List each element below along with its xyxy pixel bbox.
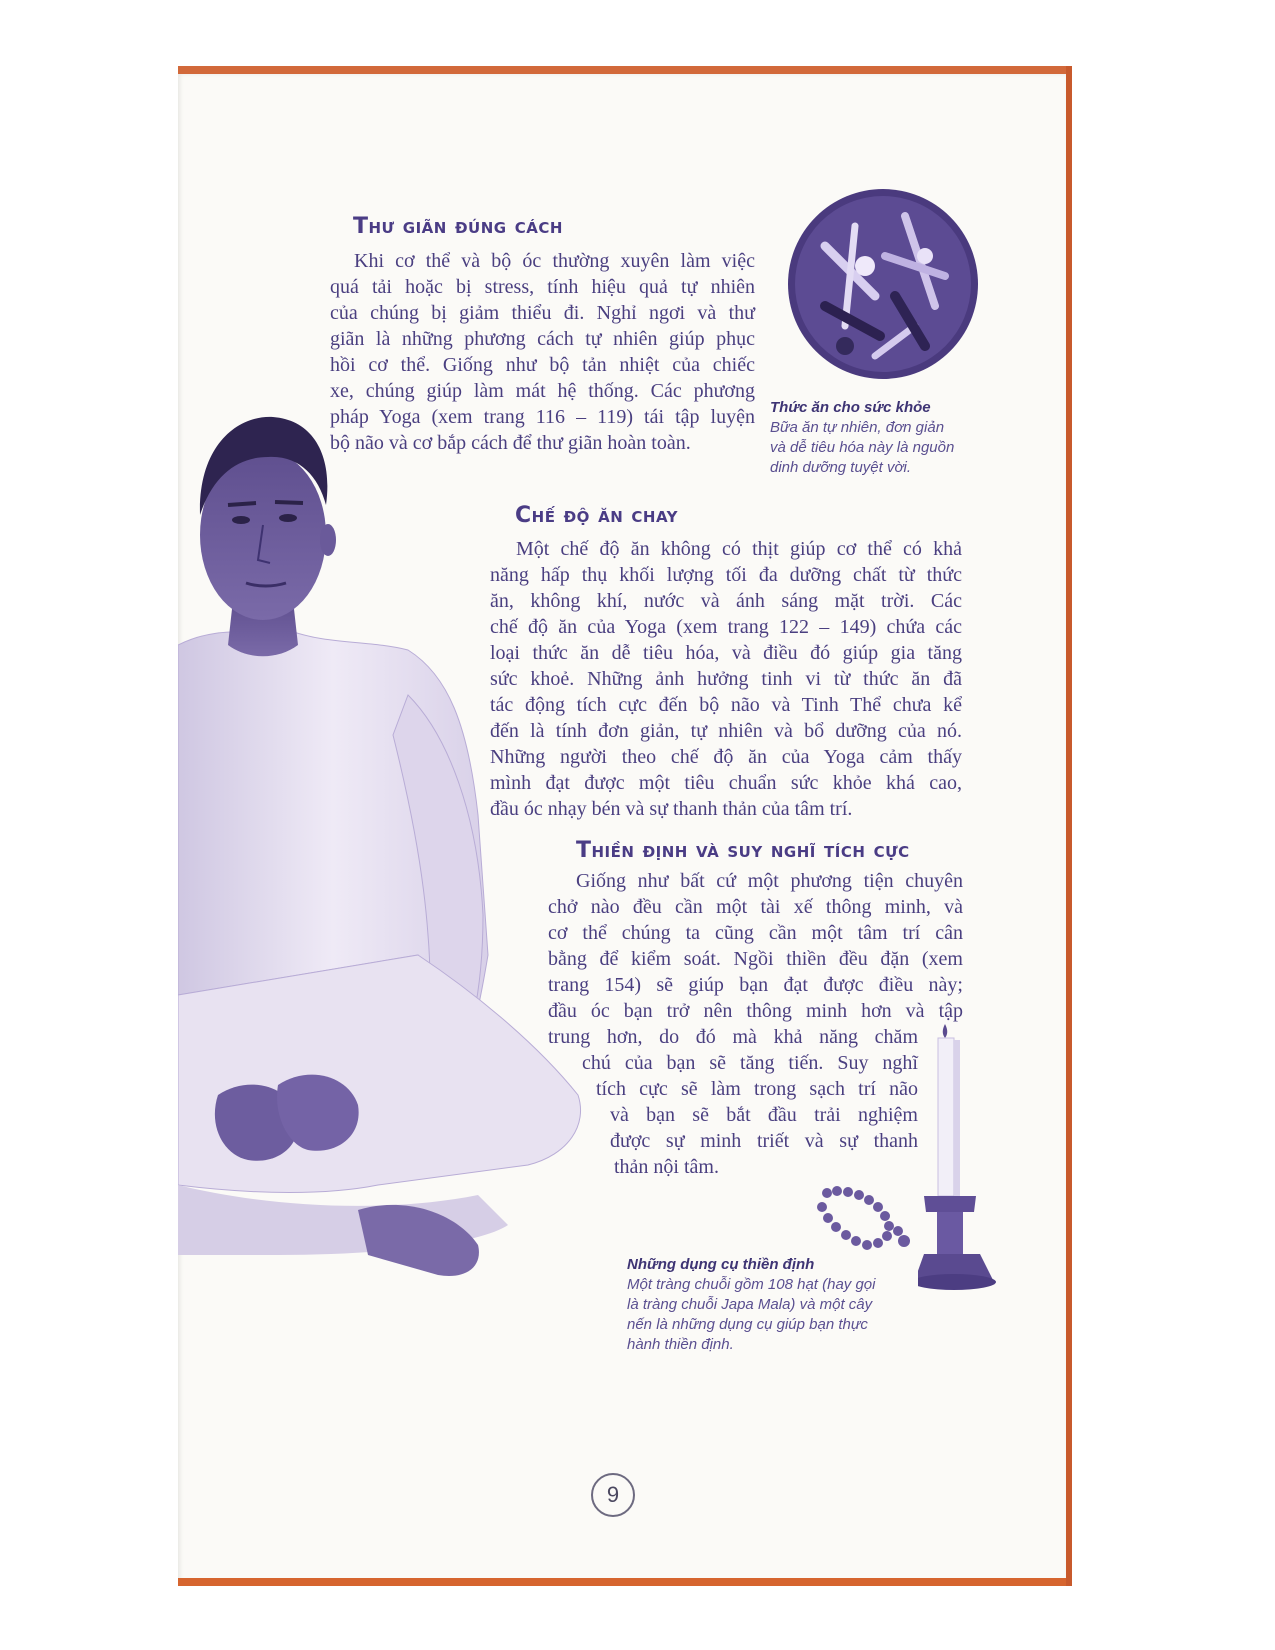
caption-title: Thức ăn cho sức khỏe (770, 399, 931, 416)
paragraph-line: hồi cơ thể. Giống như bộ tản nhiệt của chiếc (330, 354, 755, 376)
paragraph-line: tác động tích cực đến bộ não và Tinh Thể chưa kể (490, 694, 962, 716)
paragraph-line: pháp Yoga (xem trang 116 – 119) tái tập luyện (330, 406, 755, 428)
paragraph-line: mình đạt được một tiêu chuẩn sức khỏe khá cao, (490, 772, 962, 794)
caption-title: Những dụng cụ thiền định (627, 1256, 815, 1273)
section-heading-relaxation: Thư giãn đúng cách (353, 214, 563, 239)
paragraph-line: chế độ ăn của Yoga (xem trang 122 – 149) chứa các (490, 616, 962, 638)
paragraph-line: Một chế độ ăn không có thịt giúp cơ thể có khả (516, 538, 962, 560)
paragraph-line: quá tải hoặc bị stress, tính hiệu quả tự nhiên (330, 276, 755, 298)
paragraph-line: đầu óc nhạy bén và sự thanh thản của tâm trí. (490, 798, 853, 820)
paragraph-line: Khi cơ thể và bộ óc thường xuyên làm việc (354, 250, 755, 272)
caption-line: hành thiền định. (627, 1336, 734, 1353)
caption-line: và dễ tiêu hóa này là nguồn (770, 439, 955, 456)
caption-healthy-food (770, 398, 970, 478)
section-heading-vegetarian-diet: Chế độ ăn chay (515, 503, 679, 528)
paragraph-line: được sự minh triết và sự thanh (610, 1130, 918, 1152)
paragraph-line: loại thức ăn dễ tiêu hóa, và điều đó giúp gia tăng (490, 642, 962, 664)
paragraph-line: đầu óc bạn trở nên thông minh hơn và tập (548, 1000, 963, 1022)
caption-line: Một tràng chuỗi gồm 108 hạt (hay gọi (627, 1276, 876, 1293)
caption-line: Bữa ăn tự nhiên, đơn giản (770, 419, 945, 436)
paragraph-line: giãn là những phương cách tự nhiên giúp phục (330, 328, 755, 350)
paragraph-line: và bạn sẽ bắt đầu trải nghiệm (610, 1104, 918, 1126)
healthy-food-bowl-photo (785, 186, 981, 382)
paragraph-line: ăn, không khí, nước và ánh sáng mặt trời. Các (490, 590, 962, 612)
section-heading-meditation: Thiền định và suy nghĩ tích cực (576, 838, 910, 863)
paragraph-line: tích cực sẽ làm trong sạch trí não (596, 1078, 918, 1100)
caption-meditation-tools (627, 1255, 917, 1355)
caption-line: là tràng chuỗi Japa Mala) và một cây (627, 1296, 873, 1313)
section-paragraph-vegetarian-diet (490, 536, 962, 822)
paragraph-line: chở nào đều cần một tài xế thông minh, và (548, 896, 963, 918)
paragraph-line: của chúng bị giảm thiểu đi. Nghỉ ngơi và thư (330, 302, 755, 324)
paragraph-line: Giống như bất cứ một phương tiện chuyên (576, 870, 963, 892)
orange-right-edge (1066, 66, 1072, 1586)
caption-line: dinh dưỡng tuyệt vời. (770, 459, 912, 476)
paragraph-line: bộ não và cơ bắp cách để thư giãn hoàn toàn. (330, 432, 691, 454)
paragraph-line: đến là tính đơn giản, tự nhiên và bổ dưỡng của nó. (490, 720, 962, 742)
paragraph-line: chú của bạn sẽ tăng tiến. Suy nghĩ (582, 1052, 918, 1074)
paragraph-line: năng hấp thụ khối lượng tối đa dưỡng chất từ thức (490, 564, 962, 586)
paragraph-line: trang 154) sẽ giúp bạn đạt được điều này; (548, 974, 963, 996)
paragraph-line: cơ thể chúng ta cũng cần một tâm trí cân (548, 922, 963, 944)
paragraph-line: sức khoẻ. Những ảnh hưởng tinh vi từ thức ăn đã (490, 668, 962, 690)
section-paragraph-relaxation (330, 248, 755, 456)
paragraph-line: xe, chúng giúp làm mát hệ thống. Các phương (330, 380, 755, 402)
paragraph-line: Những người theo chế độ ăn của Yoga cảm thấy (490, 746, 962, 768)
page-number: 9 (591, 1473, 635, 1517)
japa-mala-beads-photo (812, 1183, 912, 1258)
caption-line: nến là những dụng cụ giúp bạn thực (627, 1316, 868, 1333)
paragraph-line: thản nội tâm. (614, 1156, 719, 1178)
paragraph-line: trung hơn, do đó mà khả năng chăm (548, 1026, 918, 1048)
orange-bottom-edge (178, 1578, 1066, 1586)
paragraph-line: bằng để kiểm soát. Ngồi thiền đều đặn (xem (548, 948, 963, 970)
section-paragraph-meditation (548, 868, 963, 1180)
